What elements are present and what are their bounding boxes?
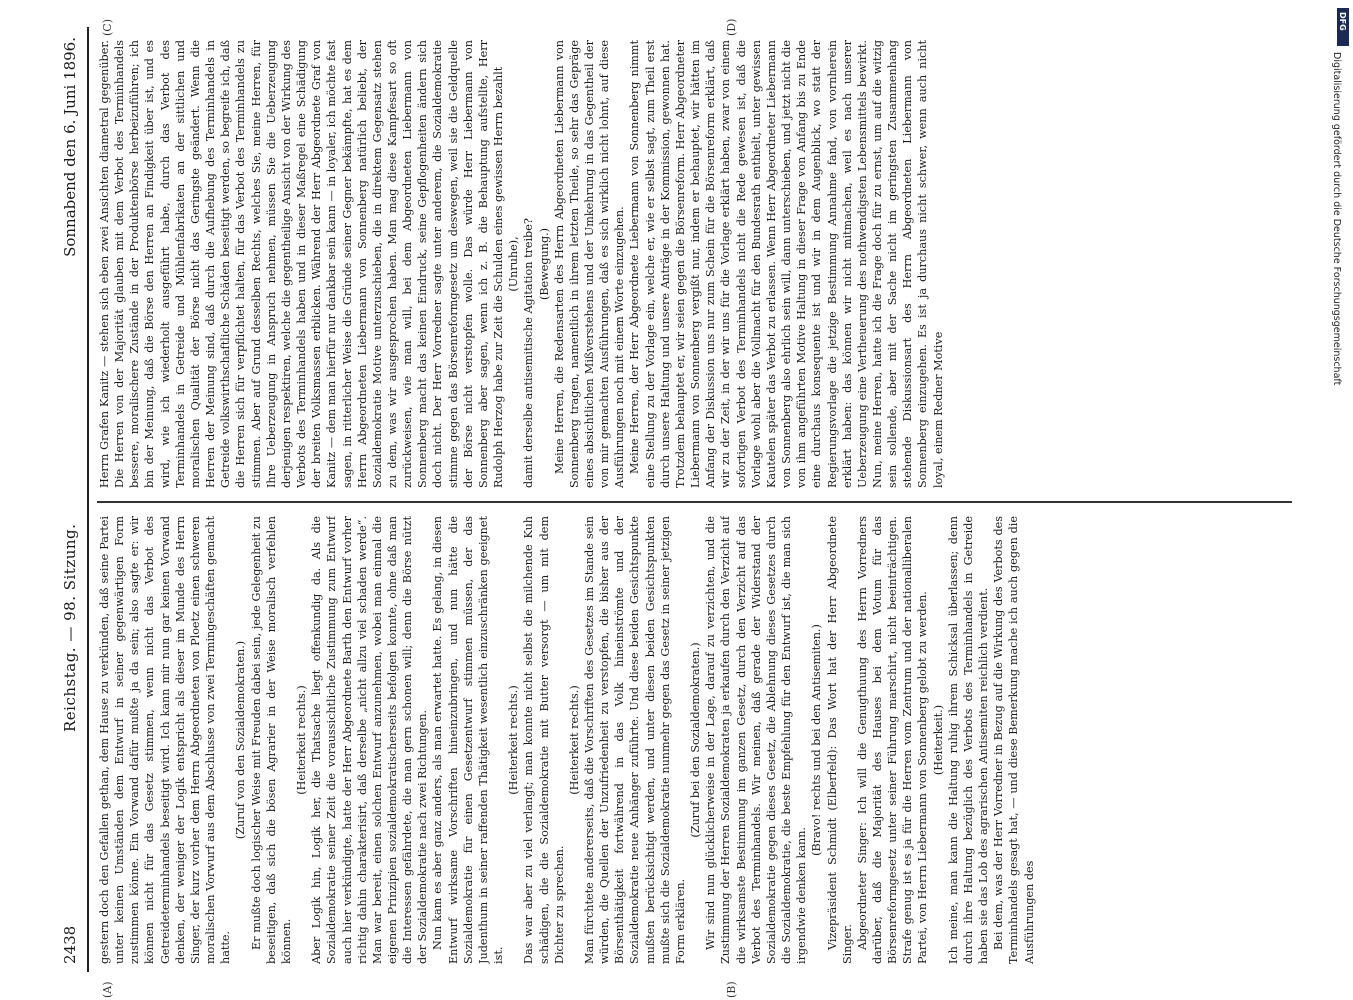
right-column	[97, 40, 1287, 488]
section-mark-a: (A)	[101, 981, 114, 998]
paragraph: Meine Herren, der Herr Abgeordnete Liebermann von Sonnenberg nimmt eine Stellung zu der Vorlage ein, welche er, wie er selbst sagt, zum Theil erst durch unsere Haltung und unsere Anträge in der Kommission, gewonnen hat. Trotzdem behauptet er, wir seien gegen die Börsenreform. Herr Abgeordneter Liebermann von Sonnenberg vergißt nur, indem er behauptet, wir hätten im Anfang der Diskussion uns nur zum Schein für die Börsenreform erklärt, daß wir zu der Zeit, in der wir uns für die Vorlage erklärt haben, zwar von einem sofortigen Verbot des Terminhandels nicht die Rede gewesen ist, daß die Vorlage wohl aber die Vollmacht für den Bundesrath enthielt, unter gewissen Kautelen später das Verbot zu erlassen. Wenn Herr Abgeordneter Liebermann von Sonnenberg also ehrlich sein will, dann unterschieben, und jetzt nicht die von ihm angeführten Motive Haltung in dieser Frage von Anfang bis zu Ende eine durchaus konsequente ist und wir in dem Augenblick, wo statt der Regierungsvorlage die jetzige Bestimmung Annahme fand, von vornherein erklärt haben: das können wir nicht mitmachen, weil es nach unserer Ueberzeugung eine Vertheuerung des nothwendigsten Lebensmittels bewirkt. Nun, meine Herren, hatte ich die Frage doch für zu ernst, um auf die witzig sein sollende, aber mit der Sache nicht im geringsten Zusammenhang stehende Diskussionsart des Herrn Abgeordneten Liebermann von Sonnenberg einzugehen. Es ist ja durchaus nicht schwer, wenn auch nicht loyal, einem Redner Motive	[628, 40, 945, 488]
dfg-logo-text: DFG	[1338, 12, 1347, 31]
section-mark-c: (C)	[101, 19, 114, 36]
paragraph: Das war aber zu viel verlangt; man konnte nicht selbst die milchende Kuh schädigen, die die Sozialdemokratie mit Butter versorgt — um mit dem Dichter zu sprechen.	[522, 516, 566, 964]
digitization-note	[1331, 10, 1348, 1000]
header-rule	[87, 27, 89, 972]
digitization-note-text: Digitalisierung gefördert durch die Deutsche Forschungsgemeinschaft	[1331, 52, 1342, 386]
paragraph: Abgeordneter Singer: Ich will die Genugthuung des Herrn Vorredners darüber, daß die Majorität des Hauses bei dem Votum für das Börsenreformgesetz unter seiner Führung marschirt, nicht beeinträchtigen. Strafe genug ist es ja für die Herren vom Zentrum und der nationalliberalen Partei, von Herrn Liebermann von Sonnenberg gelobt zu werden.	[855, 516, 930, 964]
page-header	[55, 27, 85, 972]
paragraph: Er mußte doch logischer Weise mit Freuden dabei sein, jede Gelegenheit zu beseitigen, daß sich die bösen Agrarier in der Weise moralisch verfehlen können.	[249, 516, 293, 964]
paragraph: Nun kam es aber ganz anders, als man erwartet hatte. Es gelang, in diesen Entwurf wirksame Vorschriften hineinzubringen, und nun hätte die Sozialdemokratie für einen Gesetzentwurf stimmen müssen, der das Judenthum in seiner raffenden Thätigkeit wesentlich einzuschränken geeignet ist.	[431, 516, 506, 964]
stage-direction: (Unruhe),	[507, 236, 521, 292]
paragraph: Vizepräsident Schmidt (Elberfeld): Das Wort hat der Herr Abgeordnete Singer.	[825, 516, 854, 964]
paragraph: Man fürchtete andererseits, daß die Vorschriften des Gesetzes im Stande sein würden, die Quellen der Unzufriedenheit zu verstopfen, die bisher aus der Börsenthätigkeit fortwährend in das Volk hineinströmte und der Sozialdemokratie neue Anhänger zuführte. Und diese beiden Gesichtspunkte mußten berücksichtigt werden, und unter diesen beiden Gesichtspunkten mußte sich die Sozialdemokratie nunmehr gegen das Gesetz in seiner jetzigen Form erklären.	[583, 516, 687, 964]
header-date: Sonnabend den 6. Juni 1896.	[61, 37, 79, 257]
stage-direction: (Heiterkeit rechts.)	[567, 685, 581, 795]
section-mark-d: (D)	[725, 18, 738, 36]
paragraph: damit derselbe antisemitische Agitation treibe?	[522, 218, 536, 488]
stage-direction: (Heiterkeit.)	[931, 704, 945, 776]
column-divider	[97, 501, 1292, 503]
paragraph: Wir sind nun glücklicherweise in der Lage, darauf zu verzichten, und die Zustimmung der Herren Sozialdemokraten ja erkaufen durch den Verzicht auf die wirksamste Bestimmung im ganzen Gesetz, durch den Verzicht auf das Verbot des Terminhandels. Wir meinen, daß gerade der Widerstand der Sozialdemokratie gegen dieses Gesetz, die Ablehnung dieses Gesetzes durch die Sozialdemokratie, die beste Empfehlung für den Entwurf ist, die man sich irgendwie denken kann.	[704, 516, 809, 964]
header-title: Reichstag. — 98. Sitzung.	[61, 523, 79, 732]
stage-direction: (Bravo! rechts und bei den Antisemiten.)	[810, 624, 824, 856]
section-mark-b: (B)	[725, 981, 738, 998]
left-column	[97, 516, 1287, 964]
stage-direction: (Heiterkeit rechts.)	[295, 685, 309, 795]
rotated-page	[55, 18, 1305, 998]
paragraph: Ich meine, man kann die Haltung ruhig ihrem Schicksal überlassen; denn durch ihre Haltung bezüglich des Verbots des Terminhandels in Getreide haben sie das Lob des agrarischen Antisemiten reichlich verdient.	[946, 516, 991, 964]
stage-direction: (Heiterkeit rechts.)	[507, 685, 521, 795]
paragraph: Aber Logik hin, Logik her, die Thatsache liegt offenkundig da. Als die Sozialdemokratie seiner Zeit die voraussichtliche Zustimmung zum Entwurf auch hier verkündigte, hatte der Herr Abgeordnete Barth den Entwurf vorher richtig dahin charakterisirt, daß derselbe „nicht allzu viel schaden werde“. Man war bereit, einen solchen Entwurf anzunehmen, wobei man einmal die eigenen Prinzipien sozialdemokratischerseits befolgen konnte, ohne daß man die Interessen gefährdete, die man gern schonen will; denn die Börse nützt der Sozialdemokratie nach zwei Richtungen.	[310, 516, 430, 964]
paragraph: gestern doch den Gefallen gethan, dem Hause zu verkünden, daß seine Partei unter keinen Umständen dem Entwurf in seiner gegenwärtigen Form zustimmen könne. Ein Vorwand dafür mußte ja da sein; also sagte er: wir können nicht für das Gesetz stimmen, wenn nicht das Verbot des Getreideterminhandels beseitigt wird. Ich kann mir nun gar keinen Vorwand denken, der weniger der Logik entspricht als dieser im Munde des Herrn Singer, der kurz vorher dem Herrn Abgeordneten von Ploetz einen schweren moralischen Vorwurf aus dem Abschlusse von zwei Termingeschäften gemacht hatte.	[98, 516, 233, 964]
paragraph: Meine Herren, die Redensarten des Herrn Abgeordneten Liebermann von Sonnenberg tragen, namentlich in ihrem letzten Theile, so sehr das Gepräge eines absichtlichen Mißverstehens und der Umkehrung in das Gegentheil der von mir gemachten Ausführungen, daß es sich wirklich nicht lohnt, auf diese Ausführungen noch mit einem Worte einzugehen.	[552, 40, 627, 488]
stage-direction: (Zuruf bei den Sozialdemokraten.)	[689, 642, 703, 838]
paragraph: Bei dem, was der Herr Vorredner in Bezug auf die Wirkung des Verbots des Terminhandels gesagt hat, — und diese Bemerkung mache ich auch gegen die Ausführungen des	[992, 516, 1036, 964]
stage-direction: (Bewegung.)	[537, 227, 551, 301]
paragraph: Herrn Grafen Kanitz — stehen sich eben zwei Ansichten diametral gegenüber. Die Herren von der Majorität glauben mit dem Verbot des Terminhandels bessere, moralischere Zustände in der Produktenbörse herbeizuführen; ich bin der Meinung, daß die Börse den Herren an Findigkeit über ist, und es wird, wie ich wiederholt ausgeführt habe, durch das Verbot des Terminhandels in Getreide und Mühlenfabrikaten an der sittlichen und moralischen Qualität der Börse nicht das Geringste geändert. Wenn die Herren der Meinung sind, daß durch die Aufhebung des Terminhandels in Getreide volkswirthschaftliche Schäden beseitigt werden, so begreife ich, daß die Herren sich für verpflichtet halten, für das Verbot des Terminhandels zu stimmen. Aber auf Grund desselben Rechts, welches Sie, meine Herren, für Ihre Ueberzeugung in Anspruch nehmen, müssen Sie die Ueberzeugung derjenigen respektiren, welche die gegentheilige Ansicht von der Wirkung des Verbots des Terminhandels haben und in dieser Maßregel eine Schädigung der breiten Volksmassen erblicken. Während der Herr Abgeordnete Graf von Kanitz — dem man hierfür nur dankbar sein kann — in loyaler, ich möchte fast sagen, in ritterlicher Weise die Gründe seiner Gegner bekämpfte, hat es dem Herrn Abgeordneten Liebermann von Sonnenberg natürlich beliebt, der Sozialdemokratie Motive unterzuschieben, die in direktem Gegensatz stehen zu dem, was wir ausgesprochen haben. Man mag diese Kampfesart so oft zurückweisen, wie man will, bei dem Abgeordneten Liebermann von Sonnenberg macht das keinen Eindruck, seine Gepflogenheiten ändern sich doch nicht. Der Herr Vorredner sagte unter anderem, die Sozialdemokratie stimme gegen das Börsenreformgesetz um deswegen, weil sie die Geldquelle der Börse nicht verstopfen wolle. Das würde Herr Liebermann von Sonnenberg aber sagen, wenn ich z. B. die Behauptung aufstellte, Herr Rudolph Herzog habe zur Zeit die Schulden eines gewissen Herrn bezahlt	[98, 40, 506, 488]
page-number: 2438	[61, 925, 79, 964]
stage-direction: (Zuruf von den Sozialdemokraten.)	[234, 640, 248, 840]
